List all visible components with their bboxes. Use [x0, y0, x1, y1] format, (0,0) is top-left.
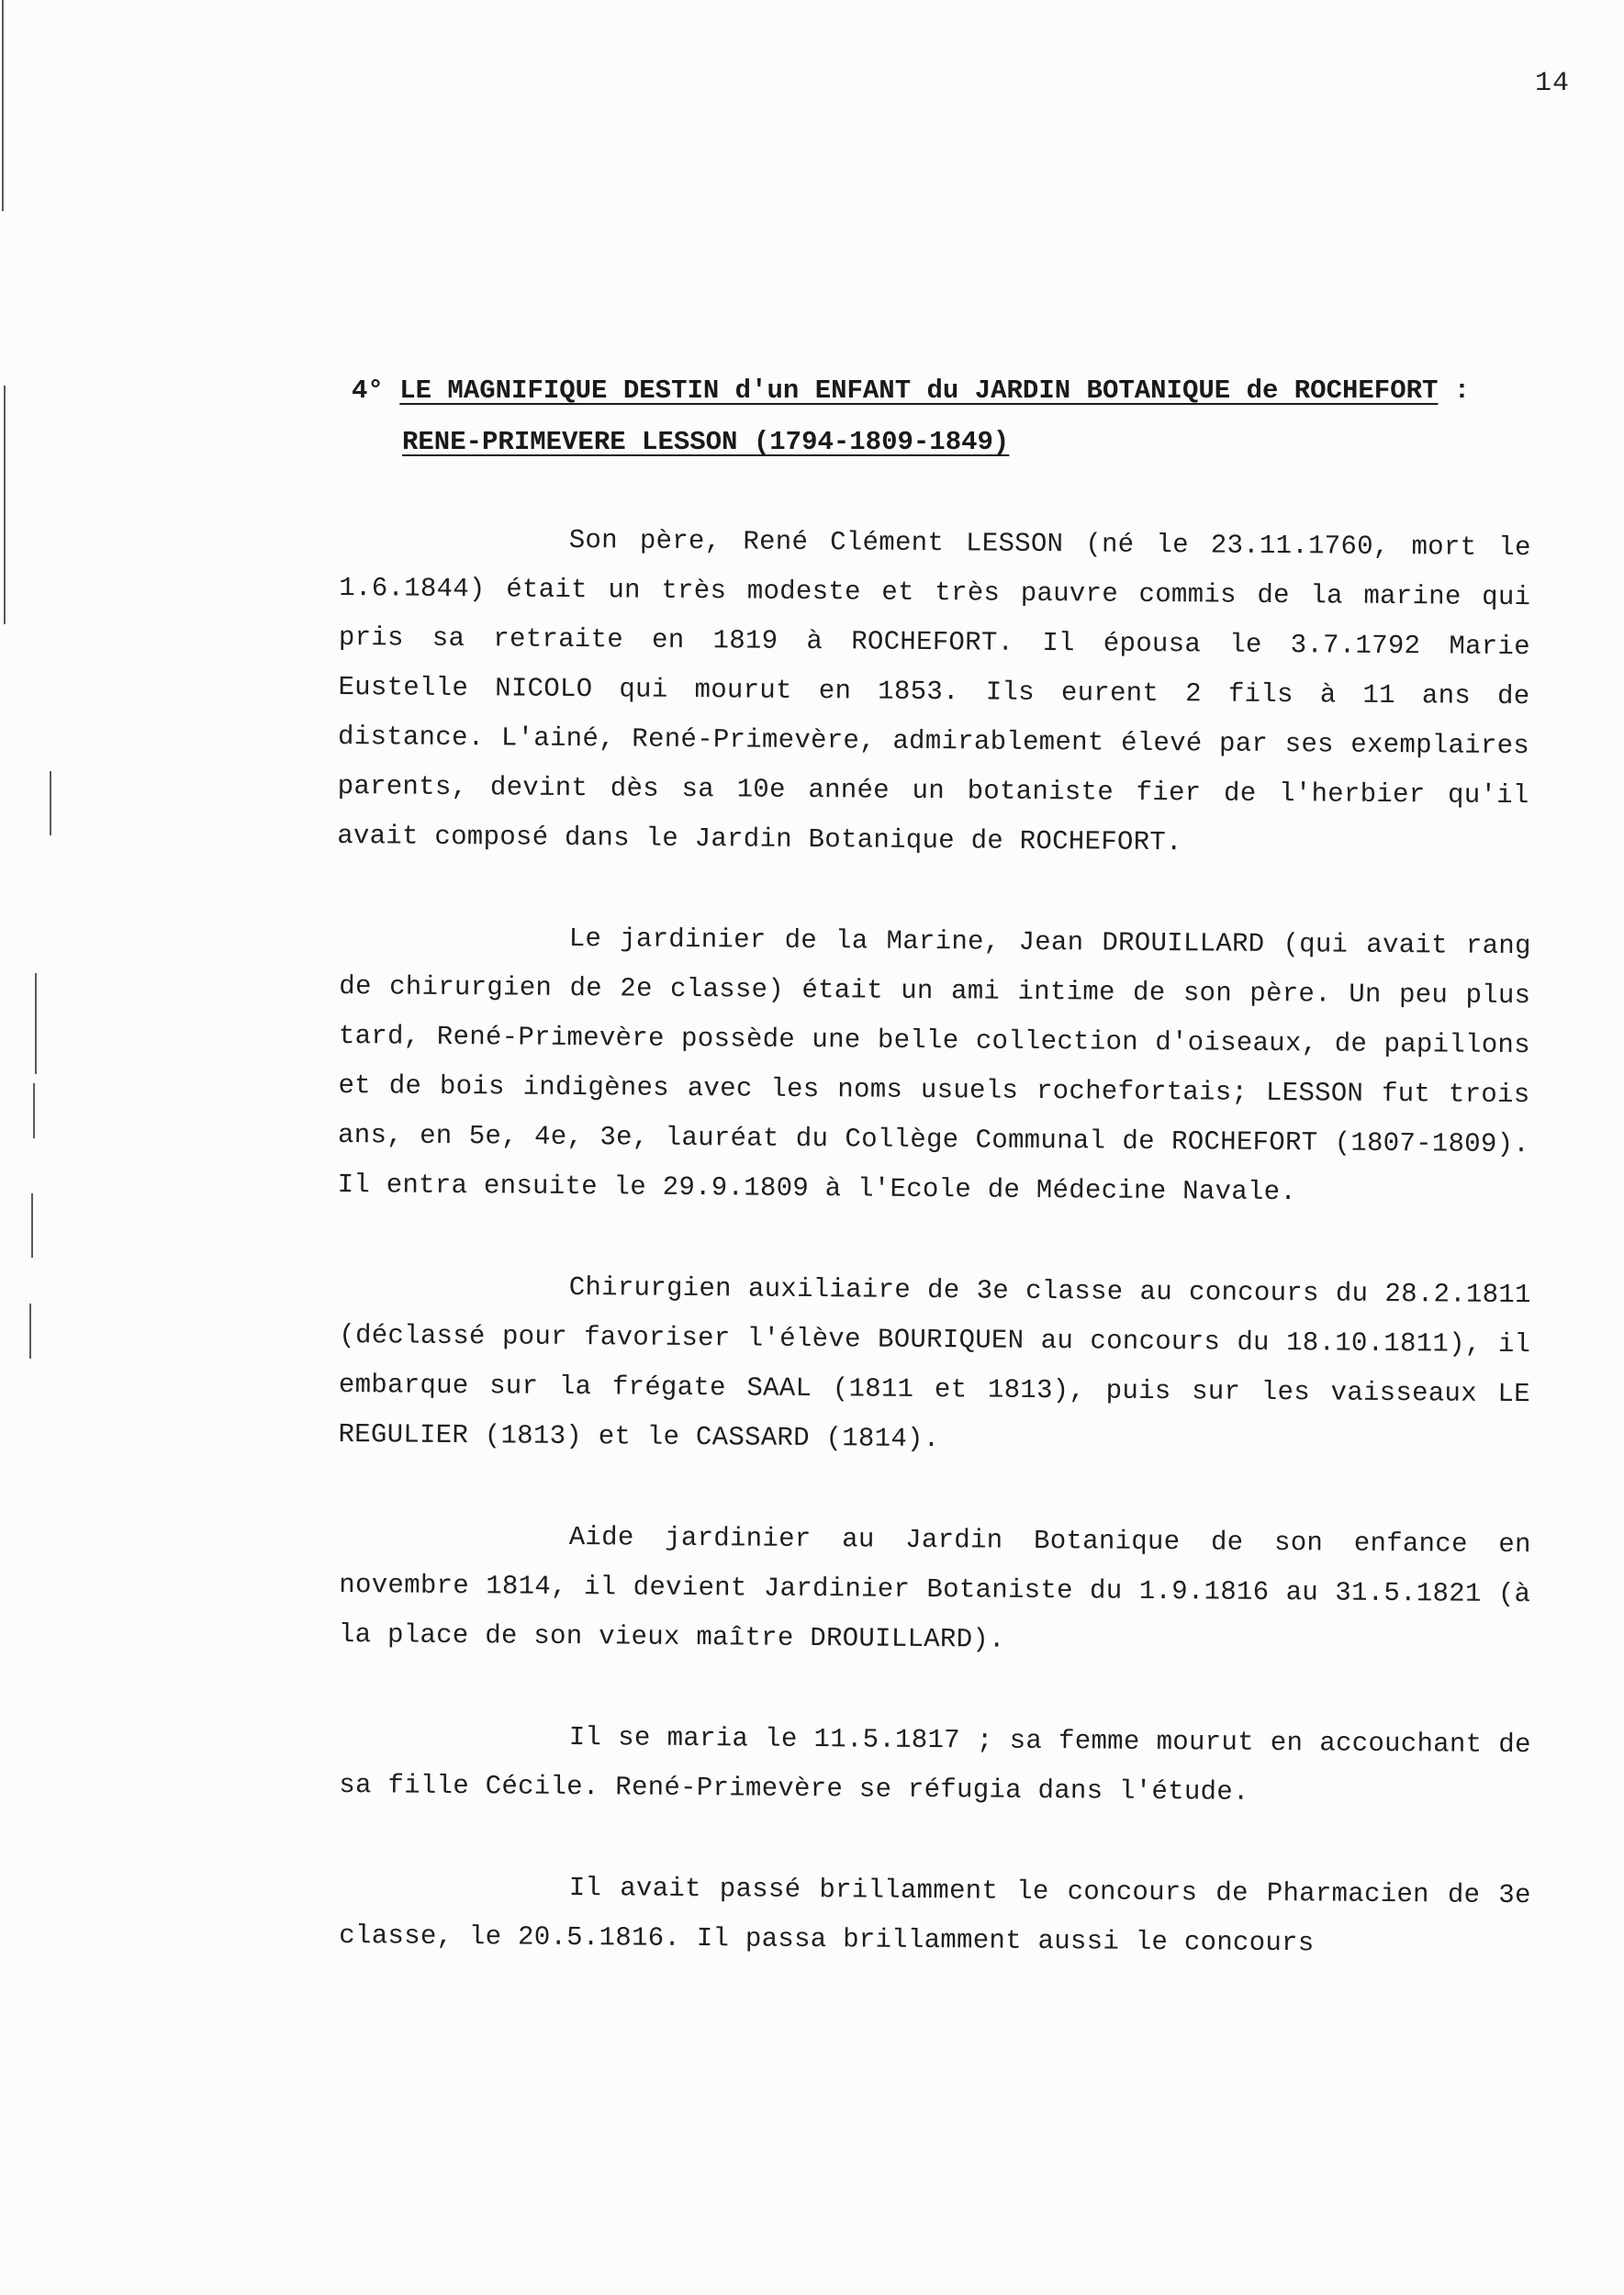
scan-edge-mark	[31, 1193, 33, 1258]
scan-edge-mark	[2, 0, 4, 211]
paragraph-marriage: Il se maria le 11.5.1817 ; sa femme mourut en accouchant de sa fille Cécile. René-Primevère se réfugia dans l'étude.	[339, 1721, 1531, 1808]
scan-edge-mark	[29, 1304, 31, 1359]
scan-edge-mark	[4, 386, 6, 624]
heading-line-2: RENE-PRIMEVERE LESSON (1794-1809-1849)	[402, 427, 1010, 457]
scan-edge-mark	[35, 973, 37, 1074]
paragraph-botanist: Aide jardinier au Jardin Botanique de son enfance en novembre 1814, il devient Jardinier Botaniste du 1.9.1816 au 31.5.1821 (à la place de son vieux maître DROUILLARD).	[338, 1521, 1531, 1655]
page-number: 14	[1535, 68, 1571, 99]
paragraph-gardener: Le jardinier de la Marine, Jean DROUILLARD (qui avait rang de chirurgien de 2e classe) était un ami intime de son père. Un peu plus tard, René-Primevère possède une belle collection d'oiseaux, de papillons et de bois indigènes avec les noms usuels rochefortais; LESSON fut trois ans, en 5e, 4e, 3e, lauréat du Collège Communal de ROCHEFORT (1807-1809). Il entra ensuite le 29.9.1809 à l'Ecole de Médecine Navale.	[337, 923, 1531, 1208]
scan-edge-mark	[50, 771, 51, 835]
paragraph-father: Son père, René Clément LESSON (né le 23.11.1760, mort le 1.6.1844) était un très modeste et très pauvre commis de la marine qui pris sa retraite en 1819 à ROCHEFORT. Il épousa le 3.7.1792 Marie Eustelle NICOLO qui mourut en 1853. Ils eurent 2 fils à 11 ans de distance. L'ainé, René-Primevère, admirablement élevé par ses exemplaires parents, devint dès sa 10e année un botaniste fier de l'herbier qu'il avait composé dans le Jardin Botanique de ROCHEFORT.	[337, 524, 1531, 858]
paragraph-pharmacist: Il avait passé brillamment le concours de Pharmacien de 3e classe, le 20.5.1816. Il passa brillamment aussi le concours	[339, 1872, 1531, 1959]
heading-number: 4°	[352, 375, 384, 406]
paragraph-surgeon: Chirurgien auxiliaire de 3e classe au concours du 28.2.1811 (déclassé pour favoriser l'élève BOURIQUEN au concours du 18.10.1811), il embarque sur la frégate SAAL (1811 et 1813), puis sur les vaisseaux LE REGULIER (1813) et le CASSARD (1814).	[338, 1271, 1531, 1455]
heading-line-1: LE MAGNIFIQUE DESTIN d'un ENFANT du JARDIN BOTANIQUE de ROCHEFORT	[399, 375, 1439, 406]
heading-colon: :	[1438, 375, 1471, 406]
section-heading	[352, 365, 1508, 468]
body-text	[337, 514, 1531, 2012]
scan-edge-mark	[33, 1083, 35, 1138]
